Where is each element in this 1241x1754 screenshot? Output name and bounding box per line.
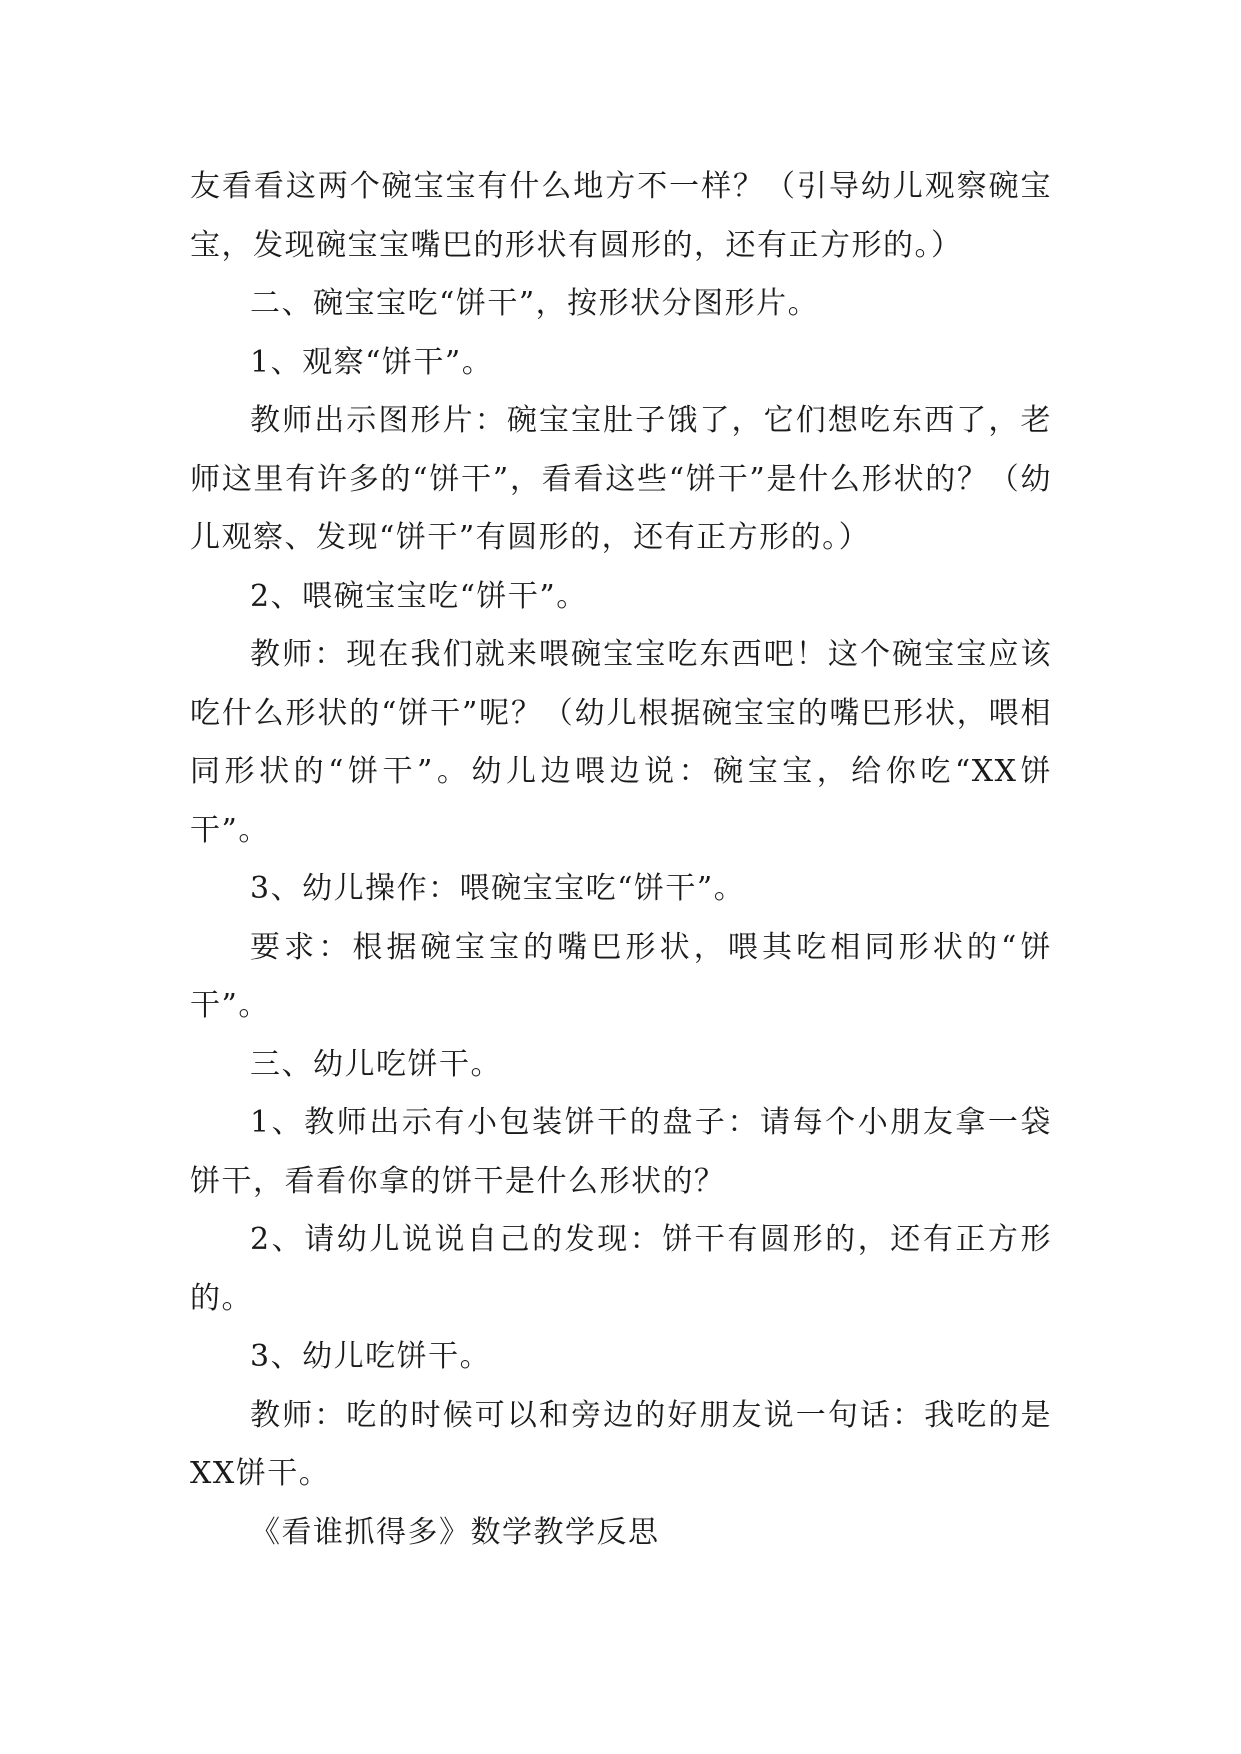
paragraph: 2、请幼儿说说自己的发现：饼干有圆形的，还有正方形的。 (190, 1222, 1052, 1316)
step-heading: 3、幼儿吃饼干。 (250, 1339, 492, 1374)
paragraph: 1、教师出示有小包装饼干的盘子：请每个小朋友拿一袋饼干，看看你拿的饼干是什么形状的？ (190, 1105, 1052, 1199)
step-heading: 3、幼儿操作：喂碗宝宝吃“饼干”。 (250, 871, 746, 906)
document-body (190, 158, 1052, 1562)
step-heading: 2、喂碗宝宝吃“饼干”。 (250, 578, 588, 614)
paragraph: 教师：吃的时候可以和旁边的好朋友说一句话：我吃的是XX饼干。 (190, 1397, 1052, 1491)
paragraph: 教师：现在我们就来喂碗宝宝吃东西吧！这个碗宝宝应该吃什么形状的“饼干”呢？（幼儿根据碗宝宝的嘴巴形状，喂相同形状的“饼干”。幼儿边喂边说：碗宝宝，给你吃“XX饼干”。 (190, 637, 1052, 848)
step-heading: 1、观察“饼干”。 (250, 344, 494, 380)
section-heading: 三、幼儿吃饼干。 (250, 1046, 502, 1082)
section-heading: 二、碗宝宝吃“饼干”，按形状分图形片。 (250, 286, 820, 321)
paragraph: 友看看这两个碗宝宝有什么地方不一样？（引导幼儿观察碗宝宝，发现碗宝宝嘴巴的形状有圆形的，还有正方形的。） (190, 169, 1052, 263)
document-title: 《看谁抓得多》数学教学反思 (250, 1514, 660, 1550)
paragraph: 要求：根据碗宝宝的嘴巴形状，喂其吃相同形状的“饼干”。 (190, 929, 1052, 1023)
paragraph: 教师出示图形片：碗宝宝肚子饿了，它们想吃东西了，老师这里有许多的“饼干”，看看这些“饼干”是什么形状的？（幼儿观察、发现“饼干”有圆形的，还有正方形的。） (190, 403, 1052, 555)
